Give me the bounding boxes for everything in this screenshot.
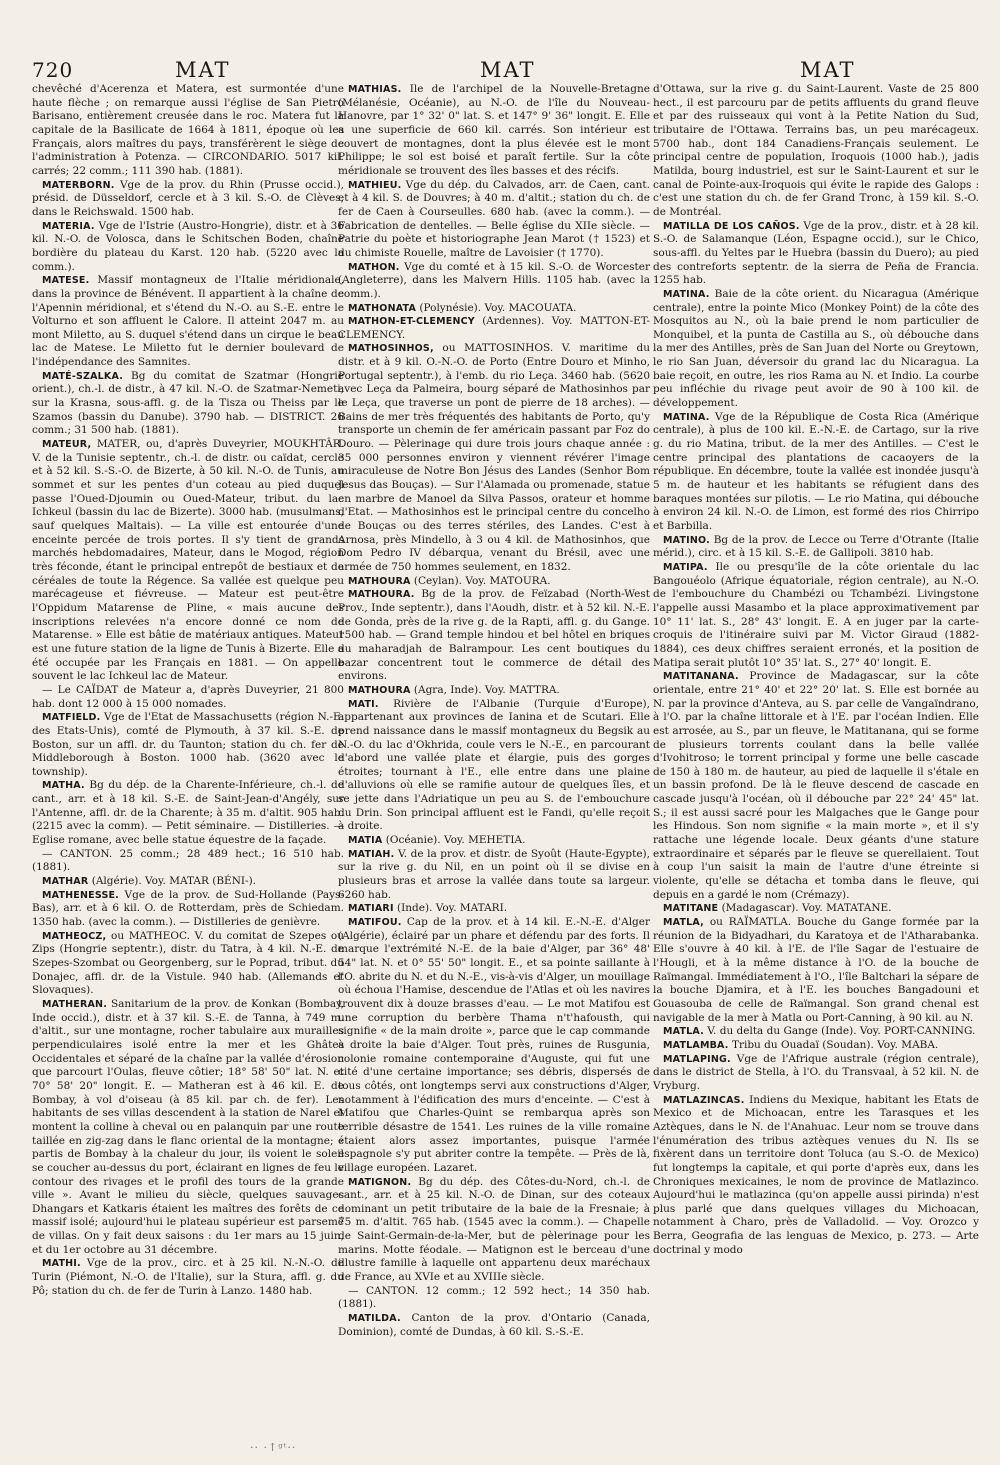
entry-headword: MATIARI xyxy=(348,903,394,915)
dictionary-entry xyxy=(32,274,344,370)
entry-headword: MATHON. xyxy=(348,261,400,273)
entry-headword: MATHA. xyxy=(42,780,85,792)
dictionary-entry xyxy=(32,848,344,875)
dictionary-entry xyxy=(653,1039,979,1053)
dictionary-entry xyxy=(338,902,650,916)
dictionary-entry xyxy=(32,179,344,220)
text-column-left xyxy=(32,83,344,1298)
entry-text: — Le CAÏDAT de Mateur a, d'après Duveyrier, 21 800 hab. dont 12 000 à 15 000 nomades. xyxy=(32,683,344,710)
entry-headword: MATESE. xyxy=(42,275,90,287)
entry-text: MATER, ou, d'après Duveyrier, MOUKHTÂR. V. de la Tunisie septentr., ch.-l. de distr. ou caïdat, cercle et à 52 kil. S.-S.-O. de Bizerte, à 50 kil. N.-O. de Tunis, au sommet et sur les pentes d'un coteau au pied duquel passe l'Oued-Djoumin ou Oued-Mateur, tribut. du lac Ichkeul (bassin du lac de Bizerte). 3000 hab. (musulmans, sauf quelques Maltais). — La ville est entourée d'une enceinte percée de trois portes. Il s'y tient de grands marchés hebdomadaires, Mateur, dans le Mogod, région très féconde, étant le principal entrepôt de bestiaux et de céréales de toute la Régence. Sa vallée est quelque peu marécageuse et fiévreuse. — Mateur est peut-être l'Oppidum Matarense de Pline, « mais aucune des inscriptions relevées n'a encore donné ce nom de Matarense. » Elle est bâtie de matériaux antiques. Mateur est une future station de la ligne de Tunis à Bizerte. Elle a été occupée par les Français en 1881. — On appelle souvent le lac Ichkeul lac de Mateur. xyxy=(32,438,344,683)
dictionary-entry xyxy=(32,684,344,711)
entry-text: — CANTON. 12 comm.; 12 592 hect.; 14 350 hab. (1881). xyxy=(338,1284,650,1311)
dictionary-entry xyxy=(653,561,979,670)
dictionary-entry xyxy=(32,83,344,179)
entry-headword: MATILLA DE LOS CAÑOS. xyxy=(663,220,800,232)
entry-text: Vge de la prov. de Sud-Hollande (Pays-Bas), arr. et à 6 kil. O. de Rotterdam, près de Schiedam. 1350 hab. (avec la comm.). — Distilleries de genièvre. xyxy=(32,888,344,929)
dictionary-entry xyxy=(32,711,344,779)
entry-text: Baie de la côte orient. du Nicaragua (Amérique centrale), entre la pointe Mico (Monkey Point) de la côte des Mosquitos au N., où la baie prend le nom particulier de Monquibel, et la punta de Castilla au S., où débouche dans la mer des Antilles, près de San Juan del Norte ou Greytown, le rio San Juan, déversoir du grand lac du Nicaragua. La baie reçoit, en outre, les rios Rama au N. et Indio. La courbe peu infléchie du rivage peut avoir de 90 à 100 kil. de développement. xyxy=(653,287,979,410)
entry-headword: MATLAPING. xyxy=(663,1053,731,1065)
dictionary-entry xyxy=(653,220,979,288)
entry-text: ou RAÏMATLA. Bouche du Gange formée par la réunion de la Bidyadhari, du Karatoya et de l'Atharabanka. Elle s'ouvre à 40 kil. à l'E. de l'île Sagar de l'estuaire de l'Hougli, et à la même distance à l'O. de la bouche de Raïmangal. Immédiatement à l'O., l'île Baltchari la sépare de la bouche Djamira, et à l'E. les bouches Bangadouni et Gouasouba de celle de Raïmangal. Son grand chenal est navigable de la mer à Matla ou Port-Canning, à 90 kil. au N. xyxy=(653,916,979,1024)
entry-text: Vge de l'Istrie (Austro-Hongrie), distr. et à 36 kil. N.-O. de Volosca, dans le Schitschen Boden, chaîne bordière du plateau du Karst. 120 hab. (5220 avec la comm.). xyxy=(32,219,344,273)
page-smudge-mark: ·· ·↑ᵍᵗ·· xyxy=(250,1441,297,1454)
entry-headword: MATITANE xyxy=(663,903,719,915)
entry-headword: MATILDA. xyxy=(348,1313,401,1325)
entry-text: Indiens du Mexique, habitant les Etats de Mexico et de Michoacan, entre les Tarasques et les Aztèques, dans le N. de l'Anahuac. Leur nom se trouve dans l'énumération des tribus aztèques venues du N. Ils se fixèrent dans un territoire dont Toluca (au S.-O. de Mexico) fut longtemps la capitale, et qui porte d'après eux, dans les Chroniques mexicaines, le nom de province de Matlazinco. Aujourd'hui le matlazinca (qu'on appelle aussi pirinda) n'est plus parlé que dans quelques villages du Michoacan, notamment à Charo, près de Valladolid. — Voy. Orozco y Berra, Geografia de las lenguas de Mexico, p. 273. — Arte doctrinal y modo xyxy=(653,1093,979,1256)
entry-text: (Agra, Inde). Voy. MATTRA. xyxy=(413,683,560,696)
entry-text: Bg du comitat de Szatmar (Hongrie orient.), ch.-l. de distr., à 47 kil. N.-O. de Szatmar-Nemeti, sur la Krasna, sous-affl. g. de la Tisza ou Theiss par le Szamos (bassin du Danube). 3790 hab. — DISTRICT. 26 comm.; 31 500 hab. (1881). xyxy=(32,369,344,437)
dictionary-entry xyxy=(653,83,979,220)
entry-text: Cap de la prov. et à 14 kil. E.-N.-E. d'Alger (Algérie), éclairé par un phare et défendu par des forts. Il marque l'extrémité N.-E. de la baie d'Alger, par 36° 48' 54" lat. N. et 0° 55' 50" longit. E., et sa pointe saillante à l'O. abrite du N. et du N.-E., vis-à-vis d'Alger, un mouillage où échoua l'Hamise, descendue de l'Atlas et où les navires trouvent dix à douze brasses d'eau. — Le mot Matifou est une corruption du berbère Thama n't'hafousth, qui signifie « de la main droite », parce que le cap commande à droite la baie d'Alger. Tout près, ruines de Rusgunia, colonie romaine contemporaine d'Auguste, qui fut une cité d'une certaine importance; ses débris, dispersés de tous côtés, ont longtemps servi aux constructions d'Alger, notamment à l'édification des murs d'enceinte. — C'est à Matifou que Charles-Quint se rembarqua après son terrible désastre de 1541. Les ruines de la ville romaine étaient alors assez importantes, puisque l'armée espagnole s'y put abriter contre la tempête. — Près de là, village européen. Lazaret. xyxy=(338,916,651,1174)
text-column-right xyxy=(653,83,979,1257)
dictionary-entry xyxy=(653,1094,979,1258)
entry-headword: MATERBORN. xyxy=(42,179,115,191)
dictionary-entry xyxy=(32,438,344,684)
dictionary-entry xyxy=(653,916,979,1025)
entry-headword: MATLAMBA. xyxy=(663,1039,729,1051)
dictionary-entry xyxy=(338,315,650,342)
dictionary-entry xyxy=(338,848,650,903)
entry-text: (Polynésie). Voy. MACOUATA. xyxy=(419,301,577,314)
dictionary-entry xyxy=(338,1285,650,1312)
entry-headword: MATFIELD. xyxy=(42,712,101,724)
entry-text: — CANTON. 25 comm.; 28 489 hect.; 16 510 hab. (1881). xyxy=(32,847,344,874)
dictionary-entry xyxy=(32,1257,344,1298)
dictionary-entry xyxy=(32,370,344,438)
dictionary-entry xyxy=(653,1053,979,1094)
entry-text: Bg du dép. de la Charente-Inférieure, ch.-l. de cant., arr. et à 18 kil. S.-E. de Saint-Jean-d'Angély, sur l'Antenne, affl. dr. de la Charente; à 35 m. d'altit. 905 hab. (2215 avec la comm). — Petit séminaire. — Distilleries. — Eglise romane, avec belle statue équestre de la façade. xyxy=(32,779,344,847)
entry-headword: MATHOURA xyxy=(348,575,411,587)
dictionary-entry xyxy=(32,875,344,889)
dictionary-entry xyxy=(32,220,344,275)
entry-text: chevêché d'Acerenza et Matera, est surmontée d'une haute flèche ; on remarque aussi l'église de San Pietro Barisano, entièrement creusée dans le roc. Matera fut la capitale de la Basilicate de 1664 à 1811, époque où les Français, alors maîtres du pays, transférèrent le siège de l'administration à Potenza. — CIRCONDARIO. 5017 kil. carrés; 22 comm.; 111 390 hab. (1881). xyxy=(32,83,344,177)
entry-text: Tribu du Ouadaï (Soudan). Voy. MABA. xyxy=(731,1038,939,1051)
entry-headword: MATHON-ET-CLEMENCY xyxy=(348,316,475,328)
entry-text: Bg du dép. des Côtes-du-Nord, ch.-l. de cant., arr. et à 25 kil. N.-O. de Dinan, sur des coteaux dominant un petit tributaire de la baie de la Fresnaie; à 75 m. d'altit. 765 hab. (1545 avec la comm.). — Chapelle de Saint-Germain-de-la-Mer, but de pèlerinage pour les marins. Motte féodale. — Matignon est le berceau d'une illustre famille à laquelle ont appartenu deux maréchaux de France, au XVIe et au XVIIIe siècle. xyxy=(338,1175,650,1284)
entry-headword: MATHOSINHOS, xyxy=(348,343,434,355)
entry-headword: MATHERAN. xyxy=(42,998,108,1010)
dictionary-entry xyxy=(32,930,344,998)
dictionary-entry xyxy=(338,342,650,574)
entry-text: Ile ou presqu'île de la côte orientale du lac Bangouéolo (Afrique équatoriale, région centrale), au N.-O. de l'embouchure du Chambézi ou Tchambézi. Livingstone l'appelle aussi Masambo et la place approximativement par 10° 11' lat. S., 28° 43' longit. E. A en juger par la carte-croquis de l'itinéraire suivi par M. Victor Giraud (1882-1884), ces deux chiffres seraient erronés, et la position de Matipa serait plutôt 10° 35' lat. S., 27° 40' longit. E. xyxy=(653,560,980,669)
entry-text: Vge de la République de Costa Rica (Amérique centrale), à plus de 100 kil. E.-N.-E. de Cartago, sur la rive g. du rio Matina, tribut. de la mer des Antilles. — C'est le centre principal des plantations de cacaoyers de la république. En décembre, toute la vallée est inondée jusqu'à 5 m. de hauteur et les habitants se réfugient dans des baraques montées sur pilotis. — Le rio Matina, qui débouche à environ 24 kil. N.-O. de Limon, est formé des rios Chirripo et Barbilla. xyxy=(653,410,979,532)
entry-headword: MATINA. xyxy=(663,288,710,300)
entry-text: (Madagascar). Voy. MATATANE. xyxy=(721,902,892,915)
entry-headword: MATITANANA. xyxy=(663,671,739,683)
entry-text: Bg de la prov. de Lecce ou Terre d'Otrante (Italie mérid.), circ. et à 15 kil. S.-E. de Gallipoli. 3810 hab. xyxy=(653,533,979,560)
dictionary-entry xyxy=(653,411,979,534)
entry-headword: MATHIAS. xyxy=(348,84,402,95)
page-number: 720 xyxy=(32,58,74,82)
entry-headword: MATHIEU. xyxy=(348,179,402,191)
dictionary-entry xyxy=(32,889,344,930)
entry-text: Bg de la prov. de Feïzabad (North-West Prov., Inde septentr.), dans l'Aoudh, distr. et à 52 kil. N.-E. de Gonda, près de la rive g. de la Rapti, affl. g. du Gange. 1500 hab. — Grand temple hindou et bel hôtel en briques du maharadjah de Balrampour. Les cent boutiques du bazar concentrent tout le commerce de détail des environs. xyxy=(338,588,650,683)
entry-text: Vge de l'Afrique australe (région centrale), dans le district de Stella, à l'O. du Transvaal, à 52 kil. N. de Vryburg. xyxy=(653,1052,979,1092)
entry-text: Ile de l'archipel de la Nouvelle-Bretagne (Mélanésie, Océanie), au N.-O. de l'île du Nouveau-Hanovre, par 1° 32' 0" lat. S. et 147° 9' 36" longit. E. Elle a une superficie de 660 kil. carrés. Son intérieur est couvert de montagnes, dont la plus élevée est le mont Philippe; le sol est boisé et paraît fertile. Sur la côte méridionale se trouvent des îles basses et des récifs. xyxy=(338,83,650,177)
dictionary-entry xyxy=(338,302,650,316)
entry-headword: MATIA xyxy=(348,835,383,847)
entry-headword: MATI. xyxy=(348,698,379,710)
entry-text: (Inde). Voy. MATARI. xyxy=(397,902,508,915)
entry-text: Vge de l'Etat de Massachusetts (région N.-E. des Etats-Unis), comté de Plymouth, à 37 kil. S.-E. de Boston, sur un affl. dr. du Taunton; station du ch. fer de Middleborough à Boston. 1000 hab. (3620 avec le township). xyxy=(32,711,344,778)
entry-text: Province de Madagascar, sur la côte orientale, entre 21° 40' et 22° 20' lat. S. Elle est bornée au N. par la province d'Anteva, au S. par celle de Vangaïndrano, à l'O. par la chaîne littorale et à l'E. par l'océan Indien. Elle est arrosée, au S., par un fleuve, le Matitanana, qui se forme de plusieurs torrents coulant dans la belle vallée d'Ivohitroso; le torrent principal y forme une belle cascade de 150 à 180 m. de hauteur, au pied de laquelle il s'étale en un bassin profond. De là le fleuve descend de cascade en cascade jusqu'à l'océan, où il débouche par 22° 24' 45" lat. S.; il est aussi sacré pour les Malgaches que le Gange pour les Hindous. Son nom signifie « la main morte », et il s'y rattache une légende locale. Deux géants d'une stature extraordinaire et séparés par le fleuve se querellaient. Tout à coup l'un saisit la main de l'autre d'une étreinte si violente, qu'elle se détacha et tomba dans le fleuve, qui depuis en a gardé le nom (Crémazy). xyxy=(653,670,979,901)
entry-headword: MATINO. xyxy=(663,534,710,546)
entry-text: Vge du comté et à 15 kil. S.-O. de Worcester (Angleterre), dans les Malvern Hills. 1105 hab. (avec la comm.). xyxy=(338,260,650,300)
dictionary-entry xyxy=(653,1025,979,1039)
entry-headword: MATIPA. xyxy=(663,561,708,573)
entry-headword: MATLA, xyxy=(663,917,704,929)
entry-headword: MATHOURA xyxy=(348,684,411,696)
dictionary-entry xyxy=(653,288,979,411)
running-header-right: MAT xyxy=(800,58,856,82)
dictionary-entry xyxy=(338,1312,650,1339)
running-header-left: MAT xyxy=(175,58,231,82)
entry-text: ou MATTOSINHOS. V. maritime du distr. et à 9 kil. O.-N.-O. de Porto (Entre Douro et Minho, Portugal septentr.), à l'emb. du rio Leça. 3460 hab. (5620 avec Leça da Palmeira, bourg séparé de Mathosinhos par le Leça, que traverse un pont de pierre de 18 arches). — Bains de mer très fréquentés des habitants de Porto, qu'y transporte un chemin de fer américain passant par Foz do Douro. — Pèlerinage qui dure trois jours chaque année : 35 000 personnes environ y viennent révérer l'image miraculeuse de Notre Bon Jésus des Landes (Senhor Bom Jesus das Bouças). — Sur l'Alamada ou promenade, statue en marbre de Manoel da Silva Passos, orateur et homme d'Etat. — Mathosinhos est le principal centre du concelho de Bouças ou des terres stériles, des Landes. C'est à Arnosa, près Mindello, à 3 ou 4 kil. de Mathosinhos, que Dom Pedro IV débarqua, venant du Brésil, avec une armée de 750 hommes seulement, en 1832. xyxy=(338,342,650,573)
entry-text: Rivière de l'Albanie (Turquie d'Europe), appartenant aux provinces de Ianina et de Scutari. Elle prend naissance dans le massif montagneux du Begsik au N.-O. du lac d'Okhrida, coule vers le N.-E., en parcourant d'abord une vallée plate et élargie, puis des gorges étroites; tournant à l'E., elle entre dans une plaine d'alluvions où elle se ramifie autour de quelques îles, et se jette dans l'Adriatique un peu au S. de l'embouchure du Drin. Son principal affluent est le Fandi, qu'elle reçoit à droite. xyxy=(338,697,650,833)
entry-headword: MATHONATA xyxy=(348,302,417,314)
entry-text: Sanitarium de la prov. de Konkan (Bombay, Inde occid.), distr. et à 37 kil. S.-E. de Tanna, à 749 m. d'altit., sur une montagne, rocher tabulaire aux murailles perpendiculaires isolé entre la mer et les Ghâtes Occidentales et séparé de la chaîne par la vallée d'érosion que parcourt l'Oulas, fleuve côtier; 18° 58' 50" lat. N. et 70° 58' 20" longit. E. — Matheran est à 46 kil. E. de Bombay, à vol d'oiseau (à 85 kil. par ch. de fer). Les habitants de ses villas descendent à la station de Narel et montent la colline à cheval ou en palanquin par une route taillée en zig-zag dans le flanc oriental de la montagne; « partis de Bombay à la chaleur du jour, ils voient le soleil se coucher au-dessus du port, éclairant en lignes de feu le contour des rivages et le profil des tours de la grande ville ». Avant le milieu du siècle, quelques sauvages Dhangars et Katkaris étaient les maîtres des forêts de ce massif isolé; aujourd'hui le plateau supérieur est parsemé de villas. On y fait deux saisons : du 1er mars au 15 juin, et du 1er octobre au 31 décembre. xyxy=(32,997,345,1256)
dictionary-entry xyxy=(338,684,650,698)
entry-headword: MATHI. xyxy=(42,1258,81,1270)
entry-text: Vge du dép. du Calvados, arr. de Caen, cant. et à 4 kil. S. de Douvres; à 40 m. d'altit.; station du ch. de fer de Caen à Courseulles. 680 hab. (avec la comm.). — Fabrication de dentelles. — Belle église du XIIe siècle. — Patrie du poète et historiographe Jean Marot († 1523) et du chimiste Rouelle, maître de Lavoisier († 1770). xyxy=(338,178,650,259)
entry-text: Vge de la prov., distr. et à 28 kil. S.-O. de Salamanque (Léon, Espagne occid.), sur le Chico, sous-affl. du Yeltes par le Huebra (bassin du Duero); au pied des contreforts septentr. de la sierra de Peña de Francia. 1255 hab. xyxy=(653,219,980,287)
entry-text: V. de la prov. et distr. de Syoût (Haute-Egypte), sur la rive g. du Nil, en un point où il se divise en plusieurs bras et arrose la vallée dans toute sa largeur. 6260 hab. xyxy=(338,847,650,901)
entry-headword: MATINA. xyxy=(663,411,710,423)
entry-headword: MATLAZINCAS. xyxy=(663,1094,745,1106)
dictionary-entry xyxy=(653,902,979,916)
entry-text: ou MATHEOC. V. du comitat de Szepes ou Zips (Hongrie septentr.), distr. du Tatra, à 4 kil. N.-E. de Szepes-Szombat ou Georgenberg, sur le Poprad, tribut. du Donajec, affl. dr. de la Vistule. 940 hab. (Allemands et Slovaques). xyxy=(32,929,345,997)
entry-headword: MATLA. xyxy=(663,1026,704,1038)
dictionary-entry xyxy=(338,916,650,1175)
entry-headword: MATHENESSE. xyxy=(42,889,119,901)
entry-headword: MATHEOCZ, xyxy=(42,930,107,942)
entry-text: (Algérie). Voy. MATAR (BÉNI-). xyxy=(91,875,257,888)
entry-headword: MATÉ-SZALKA. xyxy=(42,370,124,382)
entry-headword: MATHOURA. xyxy=(348,589,415,601)
entry-text: V. du delta du Gange (Inde). Voy. PORT-CANNING. xyxy=(707,1025,976,1038)
entry-headword: MATHAR xyxy=(42,876,89,888)
dictionary-entry xyxy=(653,534,979,561)
dictionary-entry xyxy=(653,670,979,902)
dictionary-entry xyxy=(338,834,650,848)
entry-text: Vge de la prov. du Rhin (Prusse occid.), présid. de Düsseldorf, cercle et à 3 kil. S.-O. de Clèves, dans le Reichswald. 1500 hab. xyxy=(32,178,344,218)
entry-headword: MATERIA. xyxy=(42,220,95,232)
running-header-center: MAT xyxy=(480,58,536,82)
entry-text: (Ceylan). Voy. MATOURA. xyxy=(413,574,551,587)
entry-headword: MATIGNON. xyxy=(348,1176,412,1188)
entry-headword: MATIAH. xyxy=(348,848,395,860)
entry-text: (Océanie). Voy. MEHETIA. xyxy=(385,834,526,847)
entry-text: (Ardennes). Voy. MATTON-ET-CLEMENCY. xyxy=(338,315,650,341)
entry-text: Vge de la prov., circ. et à 25 kil. N.-N.-O. de Turin (Piémont, N.-O. de l'Italie), sur la Stura, affl. g. du Pô; station du ch. de fer de Turin à Lanzo. 1480 hab. xyxy=(32,1257,344,1297)
dictionary-entry xyxy=(338,1176,650,1285)
dictionary-entry xyxy=(32,779,344,847)
dictionary-entry xyxy=(338,575,650,589)
entry-headword: MATEUR, xyxy=(42,439,92,451)
dictionary-entry xyxy=(32,998,344,1257)
dictionary-entry xyxy=(338,83,650,179)
text-column-middle xyxy=(338,83,650,1339)
dictionary-entry xyxy=(338,179,650,261)
entry-text: Massif montagneux de l'Italie méridionale, dans la province de Bénévent. Il appartient à la chaîne de l'Apennin méridional, et s'étend du N.-O. au S.-E. entre le Volturno et son affluent le Calore. Il atteint 2047 m. au mont Miletto, au S. duquel s'étend dans un cirque le beau lac de Matese. Le Miletto fut le dernier boulevard de l'indépendance des Samnites. xyxy=(32,274,344,369)
dictionary-entry xyxy=(338,698,650,835)
entry-text: d'Ottawa, sur la rive g. du Saint-Laurent. Vaste de 25 800 hect., il est parcouru par de petits affluents du grand fleuve et par des ruisseaux qui vont à la Petite Nation du Sud, tributaire de l'Ottawa. Terrains bas, un peu marécageux. 5700 hab., dont 184 Canadiens-Français seulement. Le principal centre de population, Iroquois (1000 hab.), jadis Matilda, bourg industriel, est sur le Saint-Laurent et sur le canal de Pointe-aux-Iroquois qui évite le rapide des Galops : c'est une station du ch. de fer Grand Tronc, à 159 kil. S.-O. de Montréal. xyxy=(653,83,979,218)
dictionary-entry xyxy=(338,588,650,684)
dictionary-entry xyxy=(338,261,650,302)
entry-text: Canton de la prov. d'Ontario (Canada, Dominion), comté de Dundas, à 60 kil. S.-S.-E. xyxy=(338,1312,651,1338)
entry-headword: MATIFOU. xyxy=(348,917,402,929)
